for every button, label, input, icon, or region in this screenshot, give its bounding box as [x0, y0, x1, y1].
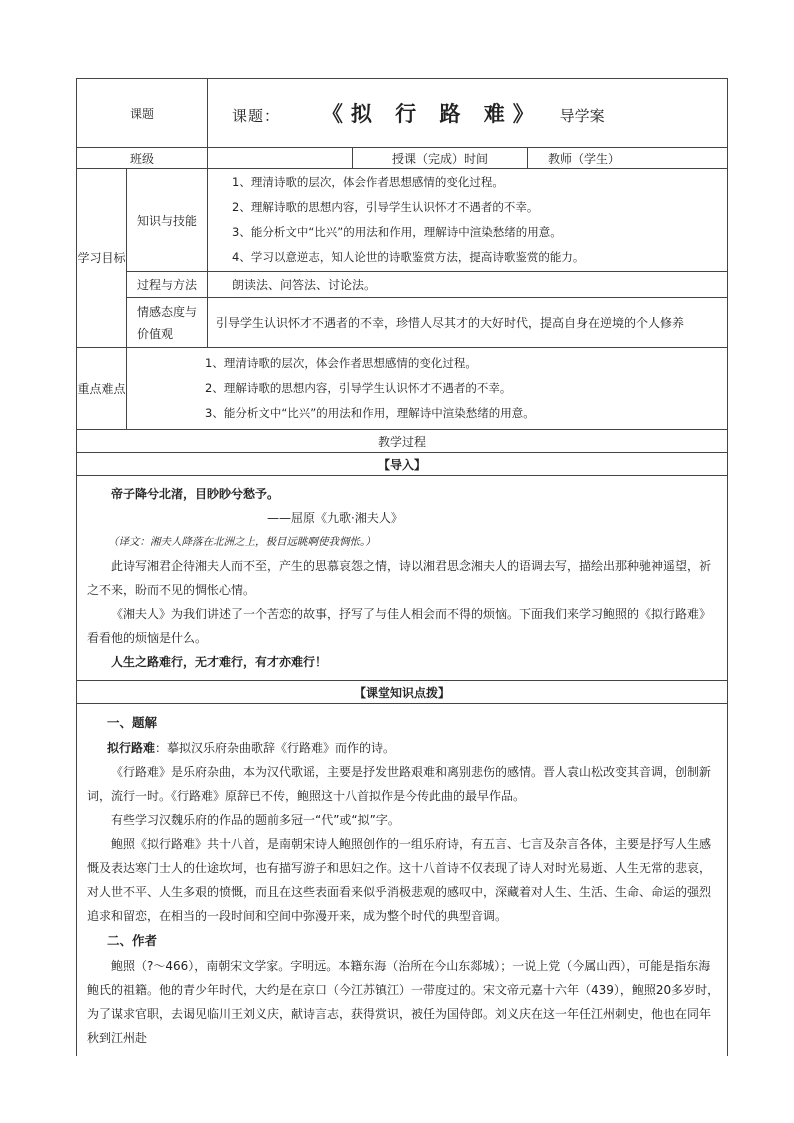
body-paragraph: 《行路难》是乐府杂曲，本为汉代歌谣，主要是抒发世路艰难和离别悲伤的感情。晋人袁山松改变其音调，创制新词，流行一时。《行路难》原辞已不传，鲍照这十八首拟作是今传此曲的最早作品。 — [87, 765, 712, 803]
knowledge-item: 1、理清诗歌的层次，体会作者思想感情的变化过程。 — [232, 175, 504, 189]
process-method-text: 朗读法、问答法、讨论法。 — [208, 272, 728, 298]
intro-paragraph: 此诗写湘君企待湘夫人而不至，产生的思慕哀怨之情，诗以湘君思念湘夫人的语调去写，描绘出那种驰神遥望，祈之不来，盼而不见的惆怅心情。 — [87, 559, 712, 597]
keypoints-items — [127, 348, 728, 430]
term: 拟行路难 — [107, 741, 156, 755]
knowledge-items — [208, 169, 728, 272]
keypoint-item: 3、能分析文中“比兴”的用法和作用，理解诗中渲染愁绪的用意。 — [205, 406, 535, 420]
lesson-plan-table — [76, 78, 728, 1056]
knowledge-label: 知识与技能 — [127, 169, 208, 272]
time-label: 授课（完成）时间 — [353, 148, 528, 169]
intro-motto: 人生之路难行，无才难行，有才亦难行！ — [111, 655, 328, 669]
knowledge-item: 2、理解诗歌的思想内容，引导学生认识怀才不遇者的不幸。 — [232, 200, 539, 214]
definition: ：摹拟汉乐府杂曲歌辞《行路难》而作的诗。 — [155, 741, 396, 755]
body-paragraph: 有些学习汉魏乐府的作品的题前多冠一“代”或“拟”字。 — [111, 813, 400, 827]
intro-heading: 【导入】 — [77, 453, 728, 476]
term-definition — [87, 736, 721, 760]
knowledge-body — [77, 704, 728, 1057]
knowledge-item: 3、能分析文中“比兴”的用法和作用，理解诗中渲染愁绪的用意。 — [232, 225, 562, 239]
title-suffix: 导学案 — [559, 107, 605, 125]
poem-translation: （译文：湘夫人降落在北洲之上，极目远眺啊使我惆怅。） — [108, 536, 376, 548]
intro-paragraph: 《湘夫人》为我们讲述了一个苦恋的故事，抒写了与佳人相会而不得的烦恼。下面我们来学习鲍照的《拟行路难》看看他的烦恼是什么。 — [87, 607, 712, 645]
teacher-cell — [528, 148, 728, 169]
title-main: 《拟 行 路 难》 — [321, 102, 542, 126]
document-page — [76, 78, 727, 1056]
keypoints-label: 重点难点 — [77, 348, 127, 430]
keypoint-item: 2、理解诗歌的思想内容，引导学生认识怀才不遇者的不幸。 — [205, 381, 512, 395]
emotion-label: 情感态度与价值观 — [127, 298, 208, 348]
class-value — [208, 148, 353, 169]
emotion-text: 引导学生认识怀才不遇者的不幸，珍惜人尽其才的大好时代，提高自身在逆境的个人修养 — [208, 298, 728, 348]
page-title — [208, 79, 728, 148]
knowledge-item: 4、学习以意逆志，知人论世的诗歌鉴赏方法，提高诗歌鉴赏的能力。 — [232, 250, 585, 264]
teacher-label: 教师（学生） — [548, 151, 621, 166]
section-title: 一、题解 — [107, 715, 158, 730]
topic-label: 课题 — [77, 79, 208, 148]
poem-source: ——屈原《九歌·湘夫人》 — [267, 511, 403, 525]
keypoint-item: 1、理清诗歌的层次，体会作者思想感情的变化过程。 — [205, 356, 477, 370]
poem-line: 帝子降兮北渚，目眇眇兮愁予。 — [111, 487, 280, 501]
class-label: 班级 — [77, 148, 208, 169]
body-paragraph: 鲍照（?～466），南朝宋文学家。字明远。本籍东海（治所在今山东郯城）；一说上党（今属山西），可能是指东海鲍氏的祖籍。他的青少年时代，大约是在京口（今江苏镇江）一带度过的。宋文帝元嘉十六年（439），鲍照20多岁时，为了谋求官职，去谒见临川王刘义庆，献诗言志，获得赏识，被任为国侍郎。刘义庆在这一年任江州刺史，他也在同年秋到江州赴 — [87, 959, 720, 1045]
section-title: 二、作者 — [107, 933, 158, 948]
knowledge-heading: 【课堂知识点拨】 — [77, 681, 728, 704]
body-paragraph: 鲍照《拟行路难》共十八首，是南朝宋诗人鲍照创作的一组乐府诗，有五言、七言及杂言各体，主要是抒写人生感慨及表达寒门士人的仕途坎坷，也有描写游子和思妇之作。这十八首诗不仅表现了诗人对时光易逝、人生无常的悲哀，对人世不平、人生多艰的愤慨，而且在这些表面看来似乎消极悲观的感叹中，深藏着对人生、生活、生命、命运的强烈追求和留恋，在相当的一段时间和空间中弥漫开来，成为整个时代的典型音调。 — [87, 837, 712, 923]
goals-label: 学习目标 — [77, 169, 127, 348]
title-prefix: 课题： — [232, 107, 281, 125]
process-title: 教学过程 — [77, 430, 728, 453]
intro-body — [77, 476, 728, 681]
process-method-label: 过程与方法 — [127, 272, 208, 298]
